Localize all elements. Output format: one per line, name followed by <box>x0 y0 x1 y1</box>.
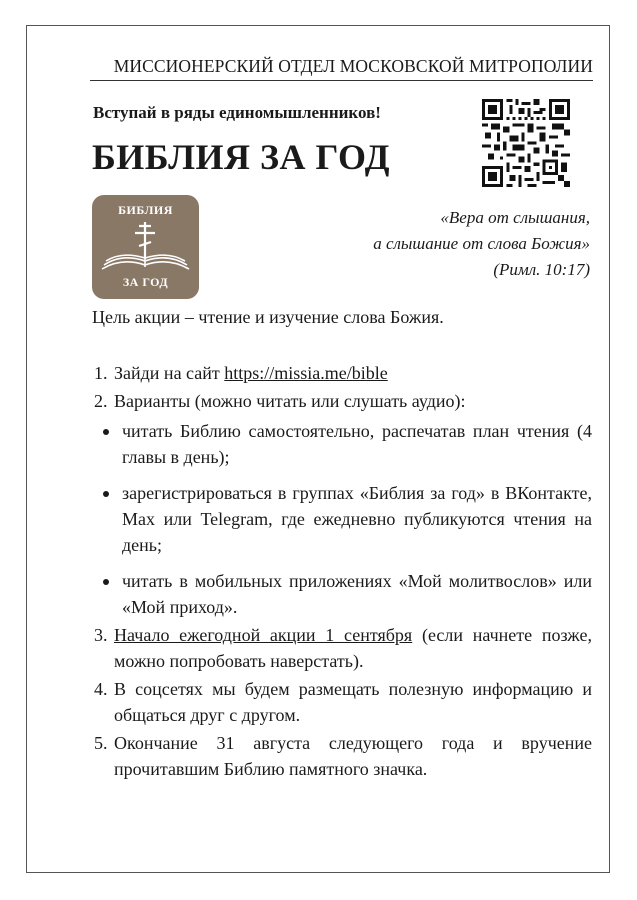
bible-app-logo <box>92 195 199 299</box>
start-date-text: Начало ежегодной акции 1 сентября <box>114 625 413 645</box>
header-divider <box>90 80 593 81</box>
list-item <box>92 730 592 782</box>
step-text: Варианты (можно читать или слушать аудио): <box>114 391 466 411</box>
goal-statement: Цель акции – чтение и изучение слова Божия. <box>92 307 444 327</box>
tagline: Вступай в ряды единомышленников! <box>93 103 381 122</box>
option-text: читать в мобильных приложениях «Мой молитвослов» или «Мой приход». <box>122 571 592 617</box>
step-number: 3. <box>94 625 108 645</box>
quote-line-1: «Вера от слышания, <box>440 208 590 227</box>
step-number: 1. <box>94 363 108 383</box>
bullet-icon <box>103 491 109 497</box>
bullet-icon <box>103 579 109 585</box>
step-text: Зайди на сайт <box>114 363 225 383</box>
quote-line-2: а слышание от слова Божия» <box>373 234 590 253</box>
step-number: 4. <box>94 679 108 699</box>
list-item <box>97 480 592 558</box>
website-link[interactable]: https://missia.me/bible <box>224 363 388 383</box>
page-title: БИБЛИЯ ЗА ГОД <box>92 137 391 177</box>
step-number: 2. <box>94 391 108 411</box>
step-number: 5. <box>94 733 108 753</box>
list-item <box>92 622 592 674</box>
scripture-quote <box>373 205 590 283</box>
step-text: Окончание 31 августа следующего года и вручение прочитавшим Библию памятного значка. <box>114 733 592 779</box>
logo-text-bottom: ЗА ГОД <box>122 275 169 289</box>
option-text: читать Библию самостоятельно, распечатав план чтения (4 главы в день); <box>122 421 592 467</box>
options-list <box>97 418 592 620</box>
logo-text-top: БИБЛИЯ <box>118 203 173 217</box>
list-item <box>97 568 592 620</box>
organization-header: МИССИОНЕРСКИЙ ОТДЕЛ МОСКОВСКОЙ МИТРОПОЛИИ <box>113 56 593 76</box>
bullet-icon <box>103 429 109 435</box>
steps-list <box>92 360 592 784</box>
list-item <box>92 360 592 386</box>
list-item <box>92 388 592 414</box>
quote-reference: (Римл. 10:17) <box>493 260 590 279</box>
list-item <box>92 676 592 728</box>
qr-code-icon[interactable] <box>482 99 570 187</box>
option-text: зарегистрироваться в группах «Библия за год» в ВКонтакте, Мах или Telegram, где ежедневно публикуются чтения на день; <box>122 483 592 555</box>
step-text: В соцсетях мы будем размещать полезную информацию и общаться друг с другом. <box>114 679 592 725</box>
list-item <box>97 418 592 470</box>
step-text: (если начнете позже, можно попробовать наверстать). <box>114 625 592 671</box>
